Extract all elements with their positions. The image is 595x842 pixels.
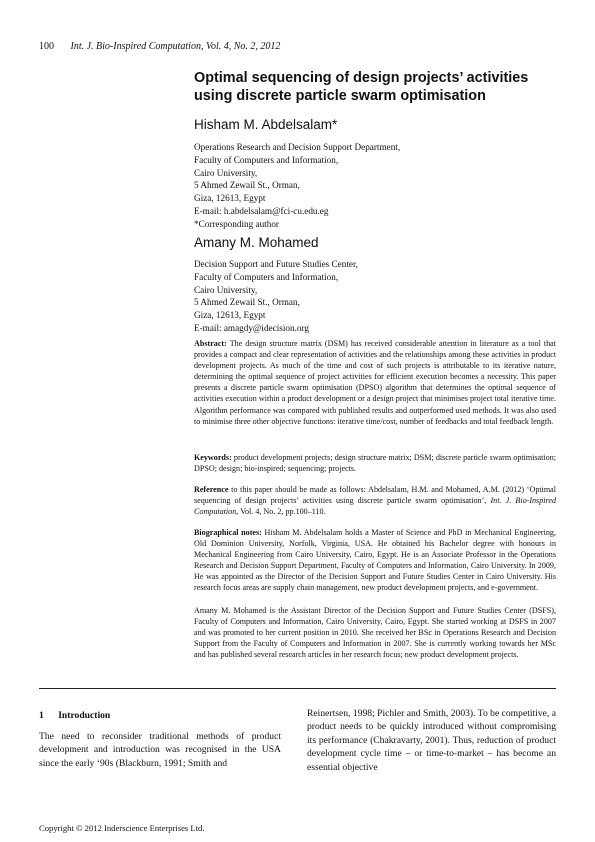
affiliation-line: Cairo University,	[194, 284, 258, 295]
author-email: E-mail: h.abdelsalam@fci-cu.edu.eg	[194, 205, 329, 216]
affiliation-line: Faculty of Computers and Information,	[194, 154, 339, 165]
reference-text: to this paper should be made as follows: Abdelsalam, H.M. and Mohamed, A.M. (2012) ‘Optimal sequencing of design projects’ activities using discrete particle swarm optimisation’,	[194, 485, 556, 506]
section-number: 1	[39, 710, 44, 721]
author-affiliation-1	[194, 141, 400, 231]
affiliation-line: 5 Ahmed Zewail St., Orman,	[194, 180, 300, 191]
biographical-notes-2	[194, 605, 556, 660]
bio-label: Biographical notes:	[194, 528, 262, 537]
reference-label: Reference	[194, 485, 229, 494]
abstract-label: Abstract:	[194, 339, 227, 348]
abstract-text: The design structure matrix (DSM) has received considerable attention in literature as a tool that provides a compact and clear representation of activities and the relationships among these activities in product development projects. As much of the time and cost of such projects is attributable to its iterative nature, determining the optimal sequence of project activities for efficient execution becomes a necessity. This paper presents a discrete particle swarm optimisation (DPSO) algorithm that determines the optimal sequence of activities execution within a product development or a design project that minimises project total iterative time. Algorithm performance was compared with published results and outperformed used methods. It was also used to minimise three other objective functions: iterative time/cost, number of feedbacks and total feedback length.	[194, 339, 556, 426]
corresponding-author-note: *Corresponding author	[194, 218, 279, 229]
affiliation-line: Decision Support and Future Studies Center,	[194, 259, 358, 269]
paper-title	[194, 69, 554, 105]
abstract	[194, 338, 556, 427]
copyright-notice: Copyright © 2012 Inderscience Enterprises Ltd.	[39, 823, 205, 833]
author-name-2: Amany M. Mohamed	[194, 235, 319, 250]
body-column-right: Reinertsen, 1998; Pichler and Smith, 2003). To be competitive, a product needs to be quickly introduced without compromising its performance (Chakravarty, 2001). Thus, reduction of product development cycle time – or time-to-market – has become an essential objective	[307, 708, 556, 773]
journal-citation: Int. J. Bio-Inspired Computation, Vol. 4, No. 2, 2012	[70, 41, 281, 52]
reference-journal: Int. J. Bio-Inspired Computation,	[194, 496, 556, 517]
section-divider	[39, 688, 556, 689]
author-name-1: Hisham M. Abdelsalam*	[194, 117, 338, 132]
keywords-label: Keywords:	[194, 453, 232, 462]
affiliation-line: Cairo University,	[194, 167, 258, 178]
reference-volume: Vol. 4, No. 2, pp.100–110.	[240, 507, 326, 517]
running-head	[39, 41, 280, 52]
page-number: 100	[39, 41, 54, 52]
section-heading-introduction	[39, 710, 110, 721]
citation-reference	[194, 484, 556, 517]
keywords	[194, 452, 556, 474]
author-affiliation-2	[194, 258, 358, 335]
title-line-2: using discrete particle swarm optimisation	[194, 88, 486, 104]
bio-text-1: Hisham M. Abdelsalam holds a Master of Science and PhD in Mechanical Engineering, Old Dominion University, Norfolk, Virginia, USA. He obtained his Bachelor degree with honours in Mechanical Engineering from Cairo University, Cairo, Egypt. He is an Associate Professor in the Operations Research and Decision Support Department, Faculty of Computers and Information, Cairo University. In 2009, He was appointed as the Director of the Decision Support and Future Studies Center in Cairo University. His research focus areas are supply chain management, new product development projects, and e-government.	[194, 528, 556, 593]
affiliation-line: 5 Ahmed Zewail St., Orman,	[194, 297, 300, 308]
affiliation-line: Faculty of Computers and Information,	[194, 271, 339, 282]
bio-text-2: Amany M. Mohamed is the Assistant Director of the Decision Support and Future Studies Center (DSFS), Faculty of Computers and Information, Cairo University, Cairo, Egypt. She started working at DSFS in 2007 and was promoted to her current position in 2010. She received her BSc in Operations Research and Decision Support from the Faculty of Computers and Information in 2007. She is currently working towards her MSc and has published several research articles in her research focus; new product development projects.	[194, 606, 556, 660]
affiliation-line: Operations Research and Decision Support Department,	[194, 142, 401, 152]
affiliation-line: Giza, 12613, Egypt	[194, 193, 266, 204]
author-email: E-mail: amagdy@idecision.org	[194, 322, 309, 333]
keywords-text: product development projects; design structure matrix; DSM; discrete particle swarm optimisation; DPSO; design; bio-inspired; sequencing; projects.	[194, 453, 556, 474]
affiliation-line: Giza, 12613, Egypt	[194, 310, 266, 321]
title-line-1: Optimal sequencing of design projects’ activities	[194, 70, 529, 86]
section-title: Introduction	[58, 710, 111, 721]
biographical-notes	[194, 527, 556, 594]
body-column-left: The need to reconsider traditional methods of product development and introduction was recognised in the USA since the early ‘90s (Blackburn, 1991; Smith and	[39, 731, 281, 769]
